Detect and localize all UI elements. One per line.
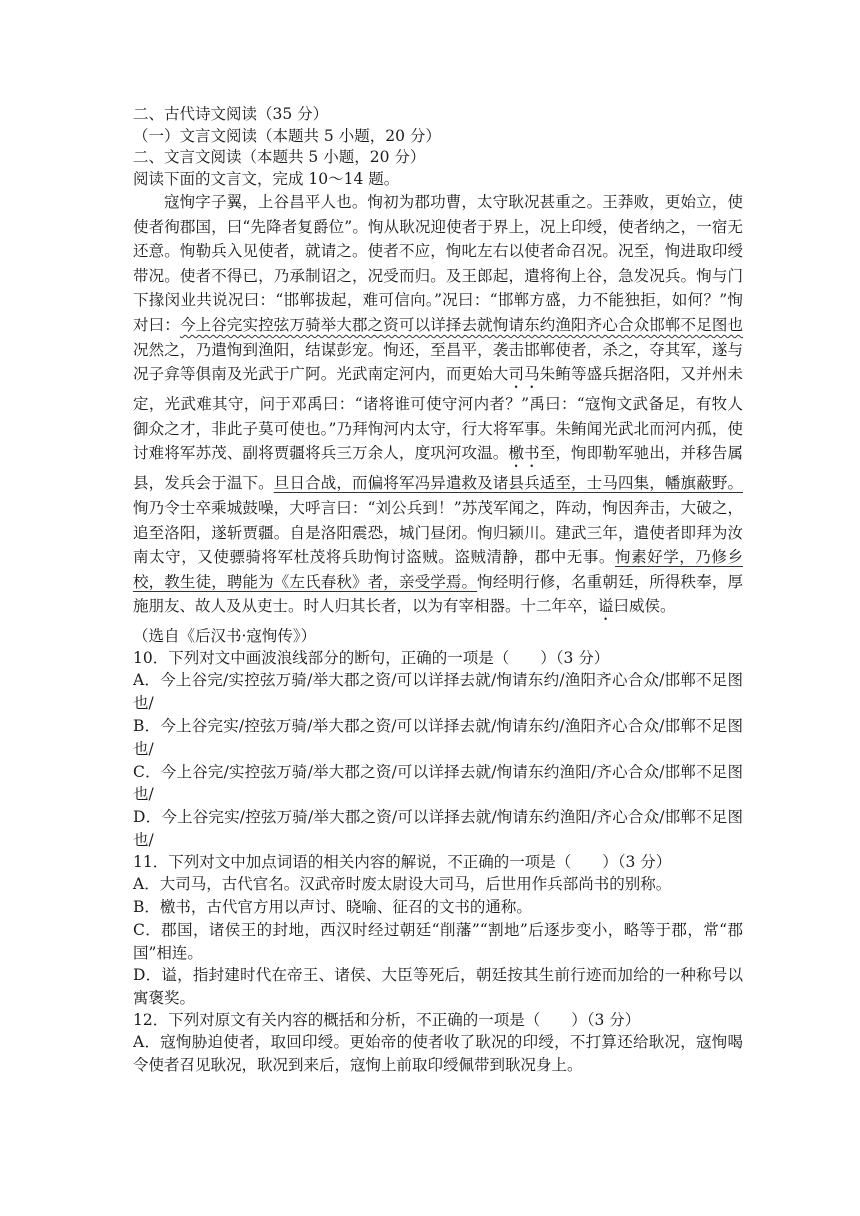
section-heading: 二、古代诗文阅读（35 分） [133,105,329,123]
question-10-stem: 10．下列对文中画波浪线部分的断句，正确的一项是（ ）（3 分） [133,648,610,667]
question-12-stem: 12．下列对原文有关内容的概括和分析，不正确的一项是（ ）（3 分） [133,1010,641,1029]
subsection-heading-repeat: 二、文言文阅读（本题共 5 小题，20 分） [133,148,426,166]
question-10-option-a: A．今上谷完/实控弦万骑/举大郡之资/可以详择去就/恂请东约/渔阳齐心合众/邯郸不足图也/ [133,671,743,713]
dotted-term-shi: 谥 [598,597,614,616]
question-11-option-c: C．郡国，诸侯王的封地，西汉时经过朝廷“削藩”“割地”后逐步变小，略等于郡，常“郡国”相连。 [133,920,743,962]
question-10-option-b: B．今上谷完实/控弦万骑/举大郡之资/可以详择去就/恂请东约/渔阳齐心合众/邯郸不足图也/ [133,716,743,758]
wavy-underlined-sentence: 今上谷完实控弦万骑举大郡之资可以详择去就恂请东约渔阳齐心合众邯郸不足图也 [179,315,743,334]
reading-instruction: 阅读下面的文言文，完成 10～14 题。 [133,169,400,188]
question-11-option-a: A．大司马，古代官名。汉武帝时废太尉设大司马，后世用作兵部尚书的别称。 [133,875,672,894]
exam-content [133,104,743,1077]
question-11-stem: 11．下列对文中加点词语的相关内容的解说，不正确的一项是（ ）（3 分） [133,852,672,871]
question-10-option-c: C．今上谷完/实控弦万骑/举大郡之资/可以详择去就/恂请东约渔阳/齐心合众/邯郸不足图也/ [133,762,743,804]
question-11-option-d: D．谥，指封建时代在帝王、诸侯、大臣等死后，朝廷按其生前行迹而加给的一种称号以寓褒奖。 [133,966,743,1008]
passage-source: （选自《后汉书·寇恂传》） [133,627,317,646]
underlined-sentence-2: 恂素好学，乃修乡校，教生徒，聘能为《左氏春秋》者，亲受学焉。 [133,548,743,591]
dotted-term-sima: 司马 [508,365,540,384]
underlined-sentence-1: 旦日合战，而偏将军冯异遣救及诸县兵适至，士马四集，幡旗蔽野。 [273,474,743,493]
classical-passage: 寇恂字子翼，上谷昌平人也。恂初为郡功曹，太守耿况甚重之。王莽败，更始立，使使者徇郡国，曰“先降者复爵位”。恂从耿况迎使者于界上，况上印绶，使者纳之，一宿无还意。恂勒兵入见使者，就请之。使者不应，恂叱左右以使者命召况。况至，恂进取印绶带况。使者不得已，乃承制诏之，况受而归。及王郎起，遣将徇上谷，急发况兵。恂与门下掾闵业共说况曰：“邯郸拔起，难可信向。”况曰：“邯郸方盛，力不能独拒，如何？”恂对曰：今上谷完实控弦万骑举大郡之资可以详择去就恂请东约渔阳齐心合众邯郸不足图也况然之，乃遣恂到渔阳，结谋彭宠。恂还，至昌平，袭击邯郸使者，杀之，夺其军，遂与况子弇等俱南及光武于广阿。光武南定河内，而更始大司马朱鲔等盛兵据洛阳，又并州未定，光武难其守，问于邓禹曰：“诸将谁可使守河内者？”禹曰：“寇恂文武备足，有牧人御众之才，非此子莫可使也。”乃拜恂河内太守，行大将军事。朱鲔闻光武北而河内孤，使讨难将军苏茂、副将贾疆将兵三万余人，度巩河攻温。檄书至，恂即勒军驰出，并移告属县，发兵会于温下。旦日合战，而偏将军冯异遣救及诸县兵适至，士马四集，幡旗蔽野。恂乃令士卒乘城鼓噪，大呼言曰：“刘公兵到！”苏茂军闻之，阵动，恂因奔击，大破之，追至洛阳，遂斩贾疆。自是洛阳震恐，城门昼闭。恂归颍川。建武三年，遣使者即拜为汝南太守，又使骠骑将军杜茂将兵助恂讨盗贼。盗贼清静，郡中无事。恂素好学，乃修乡校，教生徒，聘能为《左氏春秋》者，亲受学焉。恂经明行修，名重朝廷，所得秩奉，厚施朋友、故人及从吏士。时人归其长者，以为有宰相器。十二年卒，谥曰威侯。 [133,193,743,616]
question-12-option-a: A．寇恂胁迫使者，取回印绶。更始帝的使者收了耿况的印绶，不打算还给耿况，寇恂喝令使者召见耿况，耿况到来后，寇恂上前取印绶佩带到耿况身上。 [133,1033,743,1075]
question-11-option-b: B．檄书，古代官方用以声讨、晓喻、征召的文书的通称。 [133,897,532,916]
subsection-heading: （一）文言文阅读（本题共 5 小题，20 分） [133,126,441,145]
dotted-term-xishu: 檄书 [508,444,540,463]
question-10-option-d: D．今上谷完实/控弦万骑/举大郡之资/可以详择去就/恂请东约渔阳/齐心合众/邯郸不足图也/ [133,808,743,849]
